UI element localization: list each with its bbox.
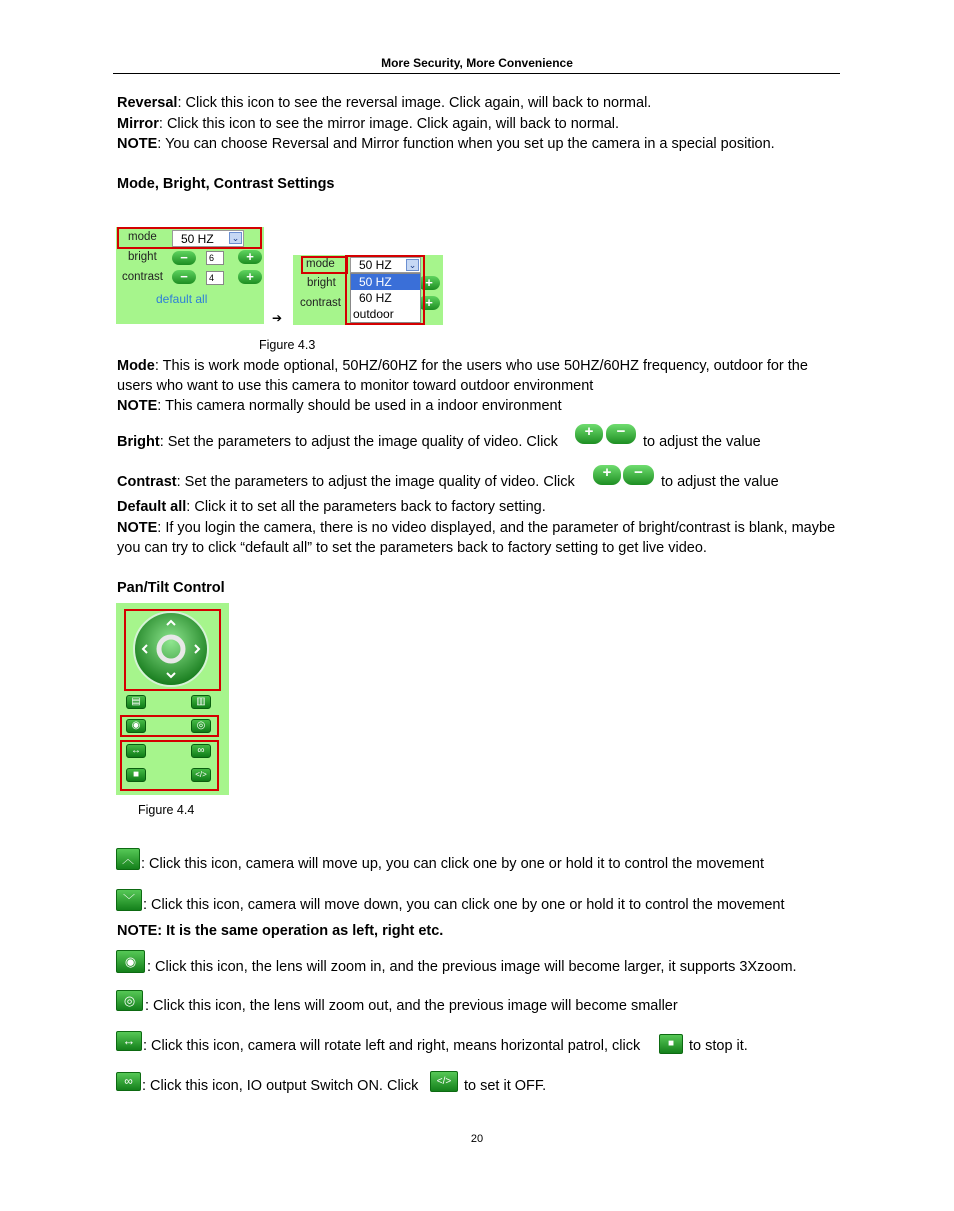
io-after-text: to set it OFF. <box>464 1078 547 1094</box>
mode-section-heading: Mode, Bright, Contrast Settings <box>117 176 335 192</box>
default-all-description: Default all: Click it to set all the parameters back to factory setting. <box>117 499 546 515</box>
mode-label: mode <box>128 231 157 243</box>
mode-description: Mode: This is work mode optional, 50HZ/60HZ for the users who use 50HZ/60HZ frequency, outdoor for the users who want to use this camera to monitor toward outdoor environment <box>117 358 808 394</box>
up-arrow-icon: ︿ <box>116 848 140 870</box>
bright-value-field[interactable]: 6 <box>206 251 224 265</box>
patrol-after-text: to stop it. <box>689 1038 748 1054</box>
contrast-description: Contrast: Set the parameters to adjust the image quality of video. Click <box>117 474 575 490</box>
figure-4-3-caption: Figure 4.3 <box>259 338 316 352</box>
patrol-icon: ↔ <box>116 1031 142 1051</box>
dropdown-option[interactable]: 60 HZ <box>359 291 392 305</box>
mode-select[interactable]: 50 HZ ⌄ <box>172 230 244 247</box>
stop-icon[interactable]: ■ <box>126 768 146 782</box>
page-number: 20 <box>470 1133 484 1145</box>
zoom-out-description: : Click this icon, the lens will zoom out, and the previous image will become smaller <box>145 998 678 1014</box>
dropdown-option[interactable]: 50 HZ <box>351 274 420 290</box>
contrast-after-text: to adjust the value <box>661 474 779 490</box>
plus-icon: + <box>593 465 621 485</box>
patrol-icon[interactable]: ↔ <box>126 744 146 758</box>
bright-minus-button[interactable]: − <box>172 251 196 265</box>
io-on-icon: ∞ <box>116 1072 141 1091</box>
settings-panel <box>116 227 264 324</box>
reversal-paragraph: Reversal: Click this icon to see the reversal image. Click again, will back to normal. <box>117 95 652 111</box>
bright-label: bright <box>128 251 157 263</box>
contrast-minus-button[interactable]: − <box>172 270 196 284</box>
note-paragraph: NOTE: You can choose Reversal and Mirror function when you set up the camera in a special position. <box>117 136 775 152</box>
arrow-right-icon: ➔ <box>272 311 283 325</box>
mirror-paragraph: Mirror: Click this icon to see the mirror image. Click again, will back to normal. <box>117 116 620 132</box>
minus-icon: − <box>623 465 654 485</box>
contrast-plus-button[interactable]: + <box>238 270 262 284</box>
io-description: : Click this icon, IO output Switch ON. Click <box>142 1078 419 1094</box>
pan-tilt-panel <box>116 603 229 795</box>
page-header: More Security, More Convenience <box>381 56 573 70</box>
mode-select[interactable]: 50 HZ ⌄ <box>350 257 421 273</box>
contrast-label: contrast <box>122 271 163 283</box>
io-off-icon: </> <box>430 1071 458 1092</box>
down-arrow-icon: ﹀ <box>116 889 142 911</box>
same-operation-note: NOTE: It is the same operation as left, right etc. <box>117 923 444 939</box>
pan-tilt-heading: Pan/Tilt Control <box>117 580 225 596</box>
chevron-down-icon: ⌄ <box>406 259 419 271</box>
bright-label: bright <box>307 277 336 289</box>
zoom-in-description: : Click this icon, the lens will zoom in, and the previous image will become larger, it supports 3Xzoom. <box>147 959 797 975</box>
up-description: : Click this icon, camera will move up, you can click one by one or hold it to control the movement <box>141 856 764 872</box>
figure-4-4-caption: Figure 4.4 <box>138 803 195 817</box>
indoor-note: NOTE: This camera normally should be used in a indoor environment <box>117 398 562 414</box>
zoom-out-icon[interactable]: ◎ <box>191 719 211 733</box>
zoom-in-icon[interactable]: ◉ <box>126 719 146 733</box>
bright-plus-button[interactable]: + <box>418 276 440 290</box>
down-description: : Click this icon, camera will move down, you can click one by one or hold it to control the movement <box>143 897 785 913</box>
mirror-icon[interactable]: ▥ <box>191 695 211 709</box>
bright-plus-button[interactable]: + <box>238 250 262 264</box>
io-on-icon[interactable]: ∞ <box>191 744 211 758</box>
reversal-icon[interactable]: ▤ <box>126 695 146 709</box>
mode-label: mode <box>306 258 335 270</box>
header-rule <box>113 73 840 74</box>
direction-pad[interactable] <box>132 610 210 688</box>
dropdown-option[interactable]: outdoor <box>353 307 394 321</box>
zoom-out-icon: ◎ <box>116 990 143 1011</box>
bright-after-text: to adjust the value <box>643 434 761 450</box>
zoom-in-icon: ◉ <box>116 950 145 973</box>
contrast-value-field[interactable]: 4 <box>206 271 224 285</box>
patrol-description: : Click this icon, camera will rotate left and right, means horizontal patrol, click <box>143 1038 641 1054</box>
bright-description: Bright: Set the parameters to adjust the image quality of video. Click <box>117 434 558 450</box>
minus-icon: − <box>606 424 636 444</box>
dropdown-highlight-box <box>345 255 425 325</box>
stop-icon: ■ <box>659 1034 683 1054</box>
settings-panel-dropdown-open <box>293 255 443 325</box>
contrast-label: contrast <box>300 297 341 309</box>
chevron-down-icon: ⌄ <box>229 232 242 244</box>
plus-icon: + <box>575 424 603 444</box>
io-off-icon[interactable]: </> <box>191 768 211 782</box>
default-all-link[interactable]: default all <box>156 292 208 306</box>
blank-video-note: NOTE: If you login the camera, there is no video displayed, and the parameter of bright/contrast is blank, maybe you can try to click “default all” to set the parameters back to factory setting to get live video. <box>117 520 836 556</box>
contrast-plus-button[interactable]: + <box>418 296 440 310</box>
